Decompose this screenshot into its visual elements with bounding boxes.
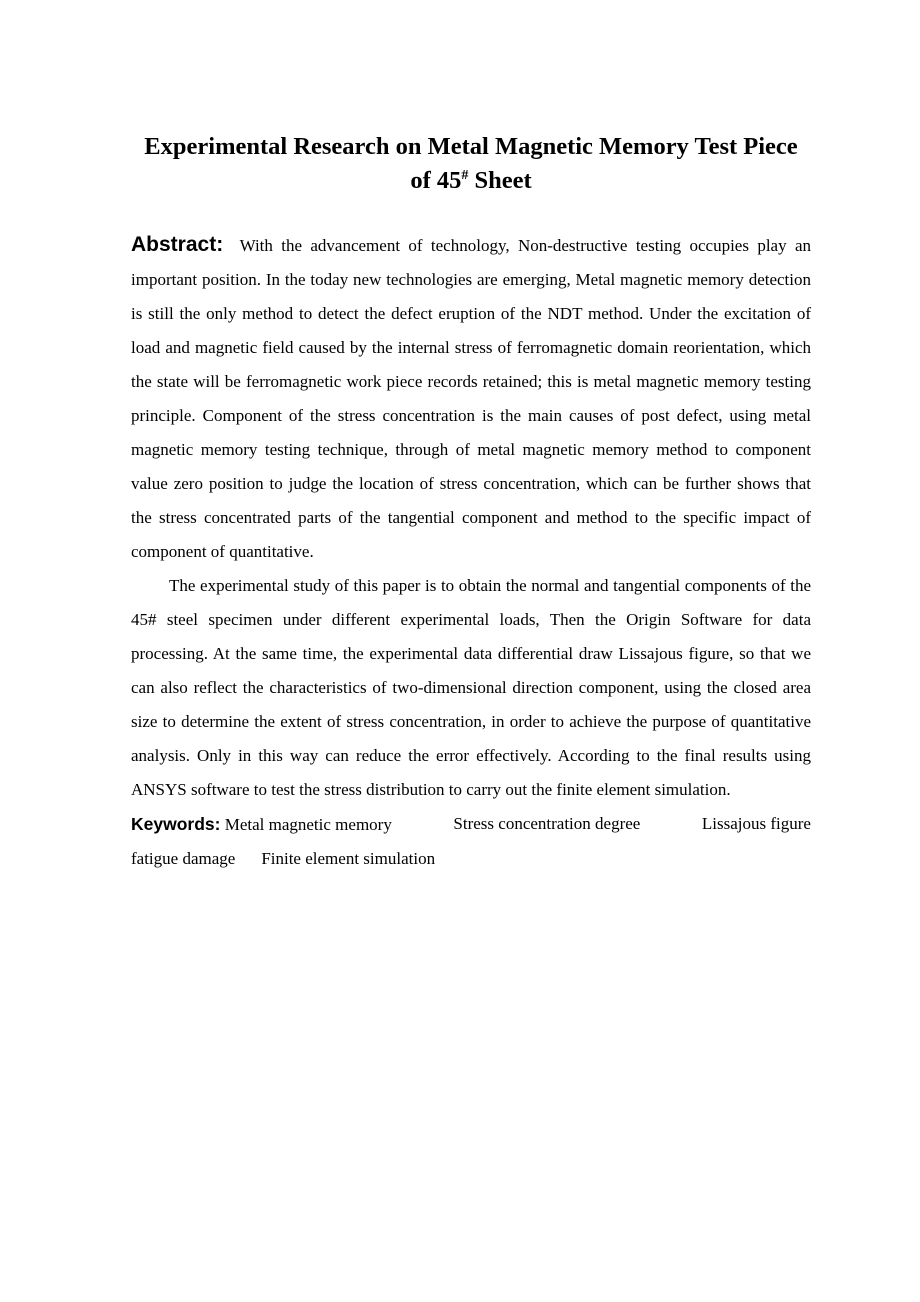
abstract-section	[131, 228, 811, 876]
keyword-item: Metal magnetic memory	[224, 815, 392, 834]
keyword-item: fatigue damage	[131, 849, 236, 868]
keyword-item: Lissajous figure	[701, 814, 811, 833]
title-line-2-prefix: of 45	[410, 167, 462, 194]
keywords-first-group	[131, 807, 392, 842]
title-line-1: Experimental Research on Metal Magnetic Memory Test Piece	[144, 133, 798, 160]
keywords-block	[131, 807, 811, 876]
abstract-paragraph-2: The experimental study of this paper is to obtain the normal and tangential components of the 45# steel specimen under different experimental loads, Then the Origin Software for data processing. At the same time, the experimental data differential draw Lissajous figure, so that we can also reflect the characteristics of two-dimensional direction component, using the closed area size to determine the extent of stress concentration, in order to achieve the purpose of quantitative analysis. Only in this way can reduce the error effectively. According to the final results using ANSYS software to test the stress distribution to carry out the finite element simulation.	[131, 576, 811, 799]
paper-title	[131, 130, 811, 198]
title-line-2	[131, 164, 811, 198]
abstract-label: Abstract:	[131, 233, 224, 256]
title-line-2-suffix: Sheet	[468, 167, 532, 194]
abstract-paragraph-1	[131, 228, 811, 569]
keyword-item: Stress concentration degree	[453, 814, 641, 833]
abstract-paragraph-1-text: With the advancement of technology, Non-destructive testing occupies play an important position. In the today new technologies are emerging, Metal magnetic memory detection is still the only method to detect the defect eruption of the NDT method. Under the excitation of load and magnetic field caused by the internal stress of ferromagnetic domain reorientation, which the state will be ferromagnetic work piece records retained; this is metal magnetic memory testing principle. Component of the stress concentration is the main causes of post defect, using metal magnetic memory testing technique, through of metal magnetic memory method to component value zero position to judge the location of stress concentration, which can be further shows that the stress concentrated parts of the tangential component and method to the specific impact of component of quantitative.	[131, 236, 811, 561]
keywords-row-1	[131, 807, 811, 842]
keywords-row-2	[131, 842, 811, 876]
title-superscript: #	[461, 168, 469, 183]
keyword-item: Finite element simulation	[261, 849, 436, 868]
keywords-label: Keywords:	[131, 814, 221, 834]
